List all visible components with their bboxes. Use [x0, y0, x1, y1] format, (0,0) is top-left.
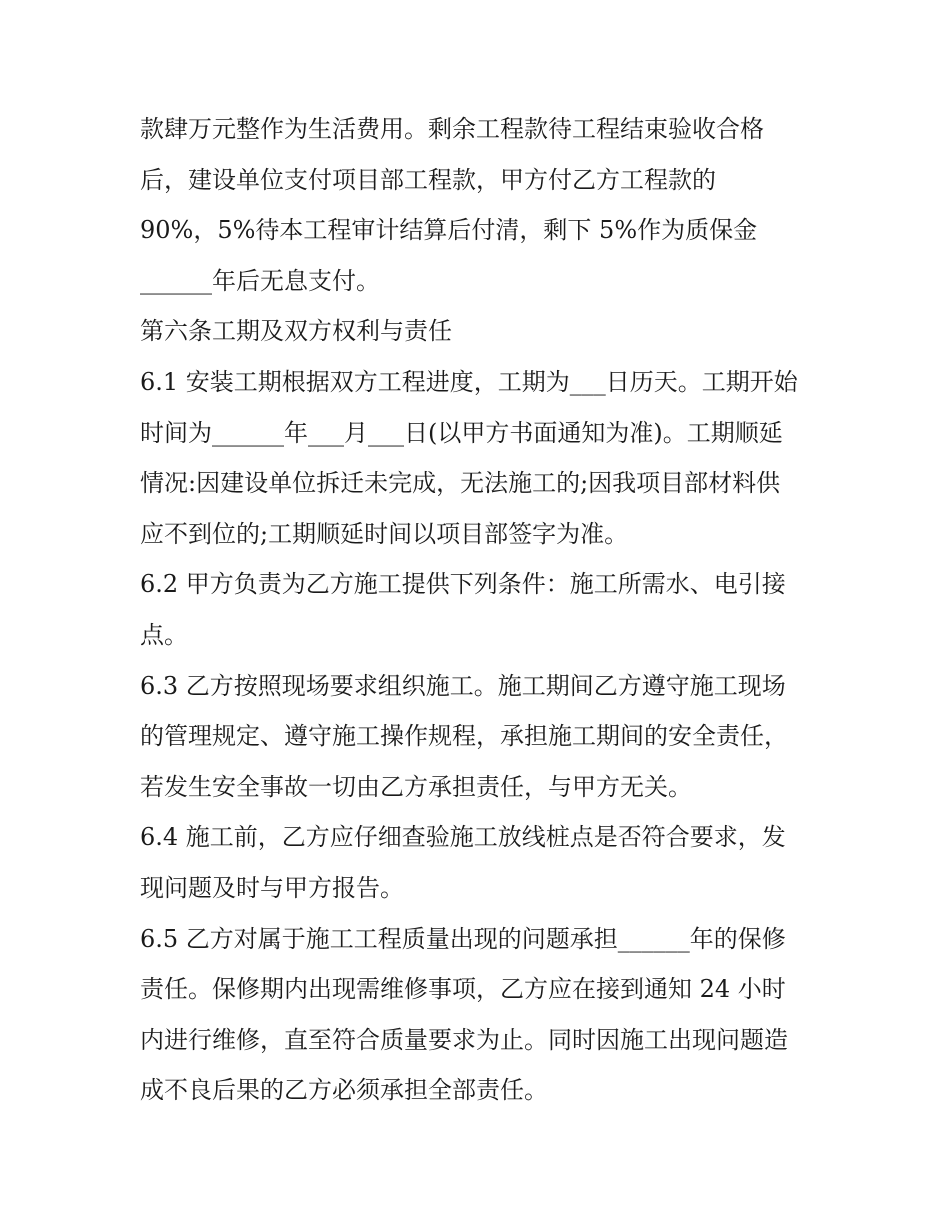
clause-6-4: 6.4 施工前，乙方应仔细查验施工放线桩点是否符合要求，发	[140, 823, 786, 852]
text-line: 点。	[140, 620, 188, 649]
clause-6-3: 6.3 乙方按照现场要求组织施工。施工期间乙方遵守施工现场	[140, 671, 786, 700]
document-body	[140, 104, 820, 1116]
text-line: 若发生安全事故一切由乙方承担责任，与甲方无关。	[140, 772, 692, 801]
text-line: ______年后无息支付。	[140, 266, 380, 295]
text-line: 款肆万元整作为生活费用。剩余工程款待工程结束验收合格	[140, 115, 764, 143]
section-heading: 第六条工期及双方权利与责任	[140, 317, 452, 346]
text-line: 现问题及时与甲方报告。	[140, 873, 404, 902]
clause-6-5: 6.5 乙方对属于施工工程质量出现的问题承担______年的保修	[140, 924, 786, 953]
text-line: 应不到位的;工期顺延时间以项目部签字为准。	[140, 519, 629, 548]
text-line: 的管理规定、遵守施工操作规程，承担施工期间的安全责任，	[140, 722, 788, 751]
text-line: 内进行维修，直至符合质量要求为止。同时因施工出现问题造	[140, 1025, 788, 1054]
text-line: 成不良后果的乙方必须承担全部责任。	[140, 1076, 548, 1105]
clause-6-1: 6.1 安装工期根据双方工程进度，工期为___日历天。工期开始	[140, 367, 798, 396]
text-line: 时间为______年___月___日(以甲方书面通知为准)。工期顺延	[140, 418, 783, 447]
text-line: 责任。保修期内出现需维修事项，乙方应在接到通知 24 小时	[140, 975, 786, 1004]
clause-6-2: 6.2 甲方负责为乙方施工提供下列条件：施工所需水、电引接	[140, 570, 786, 599]
text-line: 后，建设单位支付项目部工程款，甲方付乙方工程款的	[140, 165, 716, 194]
text-line: 情况:因建设单位拆迁未完成，无法施工的;因我项目部材料供	[140, 469, 781, 498]
text-line: 90%，5%待本工程审计结算后付清，剩下 5%作为质保金	[140, 216, 758, 245]
